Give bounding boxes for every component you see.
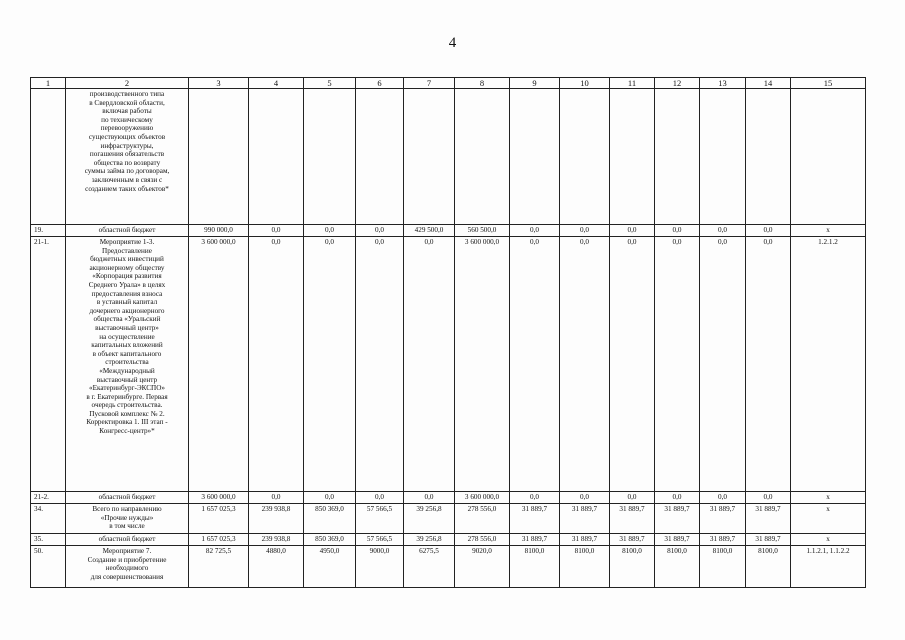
- value-cell: 560 500,0: [455, 225, 510, 237]
- value-cell: 0,0: [560, 492, 610, 504]
- value-cell: 39 256,8: [404, 504, 455, 534]
- header-cell: 4: [249, 78, 304, 89]
- value-cell: [455, 89, 510, 225]
- header-cell: 2: [66, 78, 189, 89]
- row-description: [66, 89, 189, 225]
- value-cell: 31 889,7: [746, 534, 791, 546]
- value-cell: 0,0: [510, 237, 560, 492]
- value-cell: [560, 89, 610, 225]
- value-cell: [404, 89, 455, 225]
- row-number: [31, 89, 66, 225]
- value-cell: [510, 89, 560, 225]
- value-cell: 0,0: [700, 225, 746, 237]
- value-cell: 31 889,7: [510, 534, 560, 546]
- description-line: областной бюджет: [98, 226, 156, 234]
- description-line: для совершенствования: [90, 572, 164, 581]
- header-cell: 3: [189, 78, 249, 89]
- table-row: [31, 225, 866, 237]
- value-cell: [746, 89, 791, 225]
- description-line: Пусковой комплекс № 2.: [89, 409, 165, 418]
- description-line: необходимого: [105, 564, 149, 573]
- row-description: [66, 534, 189, 546]
- value-cell: 0,0: [356, 492, 404, 504]
- value-cell: [304, 89, 356, 225]
- value-cell: 3 600 000,0: [455, 492, 510, 504]
- value-cell: 0,0: [249, 492, 304, 504]
- table-row: [31, 237, 866, 492]
- value-cell: 0,0: [356, 237, 404, 492]
- description-line: созданием таких объектов*: [85, 184, 169, 193]
- description-line: строительства: [105, 358, 149, 367]
- value-cell: 0,0: [510, 492, 560, 504]
- value-cell: 990 000,0: [189, 225, 249, 237]
- description-line: дочернего акционерного: [89, 306, 165, 315]
- value-cell: [356, 89, 404, 225]
- value-cell: 31 889,7: [510, 504, 560, 534]
- page-number: 4: [448, 35, 457, 51]
- description-line: общества по возврату: [93, 158, 161, 167]
- header-cell: 9: [510, 78, 560, 89]
- value-cell: 9020,0: [455, 546, 510, 588]
- value-cell: 0,0: [610, 225, 655, 237]
- value-cell: 6275,5: [404, 546, 455, 588]
- value-cell: 31 889,7: [560, 534, 610, 546]
- description-line: Корректировка 1. III этап -: [86, 418, 168, 427]
- row-description: [66, 546, 189, 588]
- header-cell: 10: [560, 78, 610, 89]
- value-cell: 239 938,8: [249, 504, 304, 534]
- header-cell: 13: [700, 78, 746, 89]
- header-cell: 15: [791, 78, 866, 89]
- row-description: [66, 237, 189, 492]
- description-line: в уставный капитал: [96, 298, 158, 307]
- value-cell: 0,0: [610, 237, 655, 492]
- target-cell: x: [791, 225, 866, 237]
- value-cell: 4880,0: [249, 546, 304, 588]
- description-line: «Екатеринбург-ЭКСПО»: [88, 384, 166, 393]
- row-description: [66, 504, 189, 534]
- target-cell: x: [791, 534, 866, 546]
- value-cell: 3 600 000,0: [455, 237, 510, 492]
- table-row: [31, 504, 866, 534]
- value-cell: 0,0: [700, 492, 746, 504]
- value-cell: 0,0: [356, 225, 404, 237]
- header-cell: 1: [31, 78, 66, 89]
- description-line: Предоставление: [102, 246, 152, 255]
- value-cell: 850 369,0: [304, 504, 356, 534]
- value-cell: 0,0: [304, 225, 356, 237]
- row-description: [66, 492, 189, 504]
- value-cell: 429 500,0: [404, 225, 455, 237]
- value-cell: 0,0: [560, 237, 610, 492]
- value-cell: 31 889,7: [700, 504, 746, 534]
- value-cell: 0,0: [304, 237, 356, 492]
- value-cell: 8100,0: [746, 546, 791, 588]
- description-line: очередь строительства.: [91, 401, 163, 410]
- value-cell: 0,0: [510, 225, 560, 237]
- description-line: на осуществление: [99, 332, 155, 341]
- description-line: «Корпорация развития: [92, 272, 162, 281]
- value-cell: 31 889,7: [560, 504, 610, 534]
- target-cell: x: [791, 492, 866, 504]
- value-cell: 82 725,5: [189, 546, 249, 588]
- description-line: капитальных вложений: [91, 341, 163, 350]
- description-line: Создание и приобретение: [87, 555, 167, 564]
- description-line: суммы займа по договорам,: [84, 167, 170, 176]
- value-cell: 8100,0: [560, 546, 610, 588]
- header-cell: 8: [455, 78, 510, 89]
- table-row: [31, 492, 866, 504]
- table-body: [31, 225, 866, 588]
- table-row: [31, 89, 866, 225]
- value-cell: 0,0: [610, 492, 655, 504]
- description-line: включая работы: [102, 107, 152, 116]
- row-description: [66, 225, 189, 237]
- target-cell: [791, 89, 866, 225]
- value-cell: [249, 89, 304, 225]
- value-cell: 0,0: [746, 237, 791, 492]
- description-line: Среднего Урала» в целях: [88, 280, 166, 289]
- value-cell: 0,0: [560, 225, 610, 237]
- value-cell: 239 938,8: [249, 534, 304, 546]
- description-line: погашения обязательств: [89, 150, 165, 159]
- value-cell: 8100,0: [700, 546, 746, 588]
- description-line: производственного типа: [89, 90, 165, 98]
- value-cell: 1 657 025,3: [189, 504, 249, 534]
- description-line: в объект капитального: [92, 349, 162, 358]
- value-cell: 0,0: [655, 492, 700, 504]
- description-line: бюджетных инвестиций: [90, 255, 164, 264]
- description-line: областной бюджет: [98, 535, 156, 543]
- value-cell: 0,0: [700, 237, 746, 492]
- value-cell: [655, 89, 700, 225]
- value-cell: 0,0: [404, 237, 455, 492]
- header-cell: 12: [655, 78, 700, 89]
- description-line: областной бюджет: [98, 493, 156, 501]
- value-cell: 0,0: [655, 225, 700, 237]
- header-cell: 11: [610, 78, 655, 89]
- target-cell: 1.1.2.1, 1.1.2.2: [791, 546, 866, 588]
- value-cell: 278 556,0: [455, 534, 510, 546]
- value-cell: 31 889,7: [655, 504, 700, 534]
- value-cell: 0,0: [249, 237, 304, 492]
- description-line: в том числе: [109, 522, 145, 531]
- value-cell: 31 889,7: [655, 534, 700, 546]
- description-line: перевооружению: [100, 124, 154, 133]
- value-cell: 0,0: [249, 225, 304, 237]
- value-cell: 31 889,7: [746, 504, 791, 534]
- value-cell: 57 566,5: [356, 534, 404, 546]
- description-line: выставочный центр: [96, 375, 158, 384]
- value-cell: 8100,0: [610, 546, 655, 588]
- row-number: 19.: [31, 225, 66, 237]
- description-line: общества «Уральский: [93, 315, 161, 324]
- row-number: 21-1.: [31, 237, 66, 492]
- description-line: Мероприятие 7.: [102, 547, 152, 555]
- row-number: 50.: [31, 546, 66, 588]
- description-line: существующих объектов: [88, 132, 166, 141]
- description-line: «Международный: [99, 366, 155, 375]
- target-cell: 1.2.1.2: [791, 237, 866, 492]
- value-cell: 31 889,7: [610, 504, 655, 534]
- value-cell: 8100,0: [510, 546, 560, 588]
- description-line: предоставления взноса: [91, 289, 163, 298]
- value-cell: 0,0: [655, 237, 700, 492]
- table-row: [31, 546, 866, 588]
- value-cell: 39 256,8: [404, 534, 455, 546]
- row-number: 21-2.: [31, 492, 66, 504]
- header-cell: 7: [404, 78, 455, 89]
- row-number: 35.: [31, 534, 66, 546]
- value-cell: 57 566,5: [356, 504, 404, 534]
- value-cell: 3 600 000,0: [189, 237, 249, 492]
- description-line: «Прочие нужды»: [100, 513, 154, 522]
- value-cell: [700, 89, 746, 225]
- value-cell: 0,0: [304, 492, 356, 504]
- description-line: Всего по направлению: [92, 505, 162, 513]
- value-cell: 31 889,7: [700, 534, 746, 546]
- description-line: акционерному обществу: [89, 263, 165, 272]
- description-line: Мероприятие 1-3.: [99, 238, 155, 246]
- header-cell: 6: [356, 78, 404, 89]
- value-cell: 8100,0: [655, 546, 700, 588]
- value-cell: 3 600 000,0: [189, 492, 249, 504]
- value-cell: [610, 89, 655, 225]
- header-row: [31, 78, 866, 89]
- value-cell: 0,0: [404, 492, 455, 504]
- description-line: инфраструктуры,: [100, 141, 154, 150]
- description-line: заключенным в связи с: [91, 175, 163, 184]
- row-number: 34.: [31, 504, 66, 534]
- value-cell: 1 657 025,3: [189, 534, 249, 546]
- description-line: в Свердловской области,: [89, 98, 165, 107]
- value-cell: 0,0: [746, 225, 791, 237]
- value-cell: 31 889,7: [610, 534, 655, 546]
- target-cell: x: [791, 504, 866, 534]
- value-cell: 9000,0: [356, 546, 404, 588]
- description-line: по техническому: [101, 115, 153, 124]
- value-cell: 4950,0: [304, 546, 356, 588]
- value-cell: 0,0: [746, 492, 791, 504]
- budget-table: [30, 77, 866, 588]
- description-line: выставочный центр»: [95, 323, 159, 332]
- description-line: в г. Екатеринбурге. Первая: [86, 392, 168, 401]
- value-cell: [189, 89, 249, 225]
- value-cell: 278 556,0: [455, 504, 510, 534]
- description-line: Конгресс-центр»*: [99, 427, 155, 436]
- header-cell: 14: [746, 78, 791, 89]
- table-row: [31, 534, 866, 546]
- header-cell: 5: [304, 78, 356, 89]
- value-cell: 850 369,0: [304, 534, 356, 546]
